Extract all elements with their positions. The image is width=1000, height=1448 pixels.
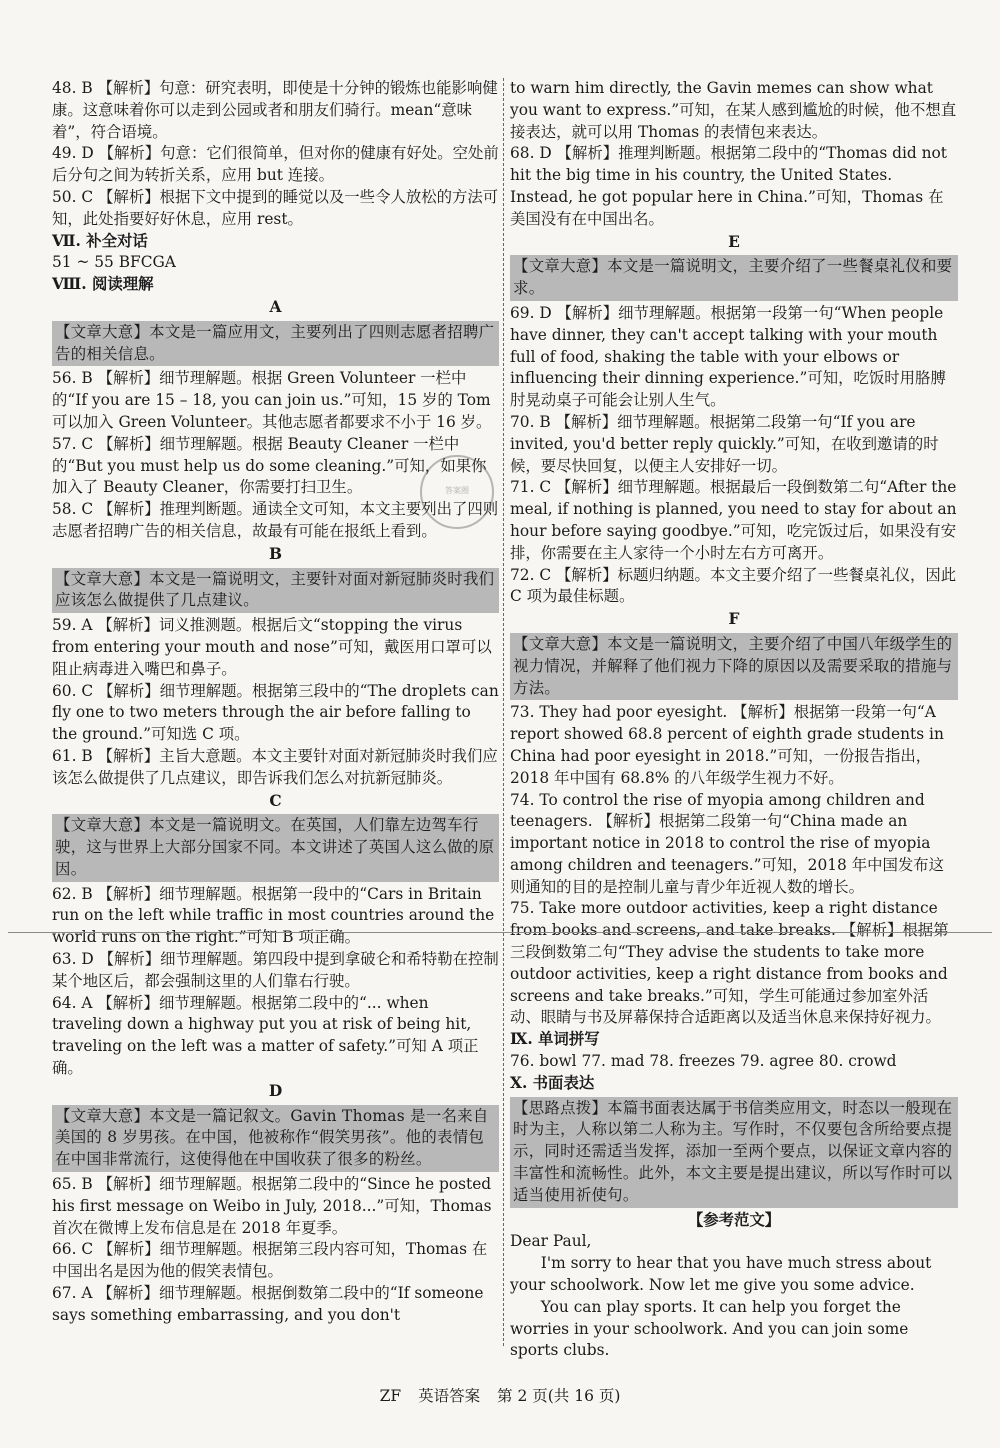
passage-summary: 【文章大意】本文是一篇说明文，主要介绍了中国八年级学生的视力情况，并解释了他们视力下降的原因以及需要采取的措施与方法。 [510,633,958,700]
footer-code: ZF [379,1387,402,1405]
section-heading: Ⅹ. 书面表达 [510,1073,595,1092]
passage-letter: C [269,791,282,810]
answer-item: 51 ~ 55 BFCGA [52,253,176,272]
answer-item: 50. C 【解析】根据下文中提到的睡觉以及一些令人放松的方法可知，此处指要好好休息，应用 rest。 [52,187,499,228]
answer-item: 56. B 【解析】细节理解题。根据 Green Volunteer 一栏中的“If you are 15 – 18, you can join us.”可知，15 岁的 Tom 可以加入 Green Volunteer。其他志愿者都要求不小于 16 岁。 [52,369,492,431]
essay-paragraph: You can play sports. It can help you forget the worries in your schoolwork. And you can join some sports clubs. [510,1297,909,1360]
answer-item: 64. A 【解析】细节理解题。根据第二段中的“... when traveling down a highway put you at risk of being hit, traveling on the left was a matter of safety.”可知 A 项正确。 [52,993,479,1078]
answer-item: 65. B 【解析】细节理解题。根据第二段中的“Since he posted his first message on Weibo in July, 2018...”可知，Thomas 首次在微博上发布信息是在 2018 年夏季。 [52,1175,492,1237]
watermark-stamp [420,455,494,529]
left-column [52,78,499,1327]
essay-paragraph: I'm sorry to hear that you have much stress about your schoolwork. Now let me give you some advice. [510,1254,932,1295]
answer-item: 68. D 【解析】推理判断题。根据第二段中的“Thomas did not hit the big time in his country, the United States. Instead, he got popular here in China.”可知，Thomas 在美国没有在中国出名。 [510,144,947,228]
answer-item: 48. B 【解析】句意：研究表明，即使是十分钟的锻炼也能影响健康。这意味着你可以走到公园或者和朋友们骑行。mean“意味着”，符合语境。 [52,79,498,141]
answer-item: 71. C 【解析】细节理解题。根据最后一段倒数第二句“After the meal, if nothing is planned, you need to stay for about an hour before saying goodbye.”可知，吃完饭过后，如果没有安排，你需要在主人家待一个小时左右方可离开。 [510,478,957,562]
passage-letter: B [268,544,282,563]
answer-item: 69. D 【解析】细节理解题。根据第一段第一句“When people have dinner, they can't accept talking with your mouth full of food, shaking the table with your elbows or influencing their dinning experience.”可知，吃饭时用胳膊肘晃动桌子可能会让别人生气。 [510,303,946,410]
answer-item: 57. C 【解析】细节理解题。根据 Beauty Cleaner 一栏中的“But you must help us do some cleaning.”可知，如果你加入了 Beauty Cleaner，你需要打扫卫生。 [52,434,487,497]
footer-page: 第 2 页(共 16 页) [497,1387,621,1405]
answer-item: 60. C 【解析】细节理解题。根据第三段中的“The droplets can fly one to two meters through the air before falling to the ground.”可知选 C 项。 [52,681,499,744]
answer-item: 70. B 【解析】细节理解题。根据第二段第一句“If you are invited, you'd better reply quickly.”可知，在收到邀请的时候，要尽快回复，以便主人安排好一切。 [510,412,939,475]
answer-item: 76. bowl 77. mad 78. freezes 79. agree 80. crowd [510,1052,897,1071]
answer-item: 73. They had poor eyesight. 【解析】根据第一段第一句“A report showed 68.8 percent of eighth grade students in China had poor eyesight in 2018.”可知，一份报告指出，2018 年中国有 68.8% 的八年级学生视力不好。 [510,703,944,787]
answer-item: 63. D 【解析】细节理解题。第四段中提到拿破仑和希特勒在控制某个地区后，都会强制这里的人们靠右行驶。 [52,950,499,990]
section-heading: Ⅸ. 单词拼写 [510,1030,600,1049]
passage-letter: A [269,297,282,316]
column-divider [503,78,504,1346]
answer-item: 62. B 【解析】细节理解题。根据第一段中的“Cars in Britain run on the left while traffic in most countries around the world runs on the right.”可知 B 项正确。 [52,884,495,947]
answer-item: 61. B 【解析】主旨大意题。本文主要针对面对新冠肺炎时我们应该怎么做提供了几点建议，即告诉我们怎么对抗新冠肺炎。 [52,746,498,787]
answer-item: 58. C 【解析】推理判断题。通读全文可知，本文主要列出了四则志愿者招聘广告的相关信息，故最有可能在报纸上看到。 [52,500,499,540]
sample-heading: 【参考范文】 [687,1210,781,1229]
watermark-text: 答案圈 [445,486,469,495]
page-footer [0,1384,1000,1406]
answer-item: to warn him directly, the Gavin memes can show what you want to express.”可知，在某人感到尴尬的时候，他不想直接表达，就可以用 Thomas 的表情包来表达。 [510,79,957,141]
answer-item: 75. Take more outdoor activities, keep a right distance from books and screens, and take breaks. 【解析】根据第三段倒数第二句“They advise the students to take more outdoor activities, keep a right distance from books and screens and take breaks.”可知，学生可能通过参加室外活动、眼睛与书及屏幕保持合适距离以及适当休息来保持好视力。 [510,899,949,1027]
essay-salutation: Dear Paul, [510,1232,592,1251]
answer-item: 74. To control the rise of myopia among children and teenagers. 【解析】根据第二段第一句“China made an important notice in 2018 to control the rise of myopia among children and teenagers.”可知，2018 年中国发布这则通知的目的是控制儿童与青少年近视人数的增长。 [510,790,945,896]
passage-summary: 【文章大意】本文是一篇应用文，主要列出了四则志愿者招聘广告的相关信息。 [52,321,499,367]
passage-summary: 【文章大意】本文是一篇记叙文。Gavin Thomas 是一名来自美国的 8 岁男孩。在中国，他被称作“假笑男孩”。他的表情包在中国非常流行，这使得他在中国收获了很多的粉丝。 [52,1105,499,1172]
passage-summary: 【文章大意】本文是一篇说明文，主要介绍了一些餐桌礼仪和要求。 [510,255,958,301]
footer-subject: 英语答案 [418,1387,481,1405]
answer-item: 49. D 【解析】句意：它们很简单，但对你的健康有好处。空处前后分句之间为转折关系，应用 but 连接。 [52,144,499,185]
section-heading: Ⅷ. 阅读理解 [52,275,154,294]
answer-item: 67. A 【解析】细节理解题。根据倒数第二段中的“If someone says something embarrassing, and you don't [52,1284,484,1324]
passage-letter: F [728,610,740,629]
passage-summary: 【思路点拨】本篇书面表达属于书信类应用文，时态以一般现在时为主，人称以第二人称为主。写作时，不仅要包含所给要点提示，同时还需适当发挥，添加一至两个要点，以保证文章内容的丰富性和流畅性。此外，本文主要是提出建议，所以写作时可以适当使用祈使句。 [510,1097,958,1208]
right-column [510,78,958,1362]
answer-item: 72. C 【解析】标题归纳题。本文主要介绍了一些餐桌礼仪，因此 C 项为最佳标题。 [510,565,957,606]
answer-item: 66. C 【解析】细节理解题。根据第三段内容可知，Thomas 在中国出名是因为他的假笑表情包。 [52,1240,488,1281]
passage-letter: D [268,1081,283,1100]
passage-summary: 【文章大意】本文是一篇说明文，主要针对面对新冠肺炎时我们应该怎么做提供了几点建议。 [52,568,499,614]
fold-line [8,932,992,933]
passage-summary: 【文章大意】本文是一篇说明文。在英国，人们靠左边驾车行驶，这与世界上大部分国家不同。本文讲述了英国人这么做的原因。 [52,814,499,881]
section-heading: Ⅶ. 补全对话 [52,231,148,250]
answer-item: 59. A 【解析】词义推测题。根据后文“stopping the virus from entering your mouth and nose”可知，戴医用口罩可以阻止病毒进入嘴巴和鼻子。 [52,616,492,678]
passage-letter: E [728,232,740,251]
